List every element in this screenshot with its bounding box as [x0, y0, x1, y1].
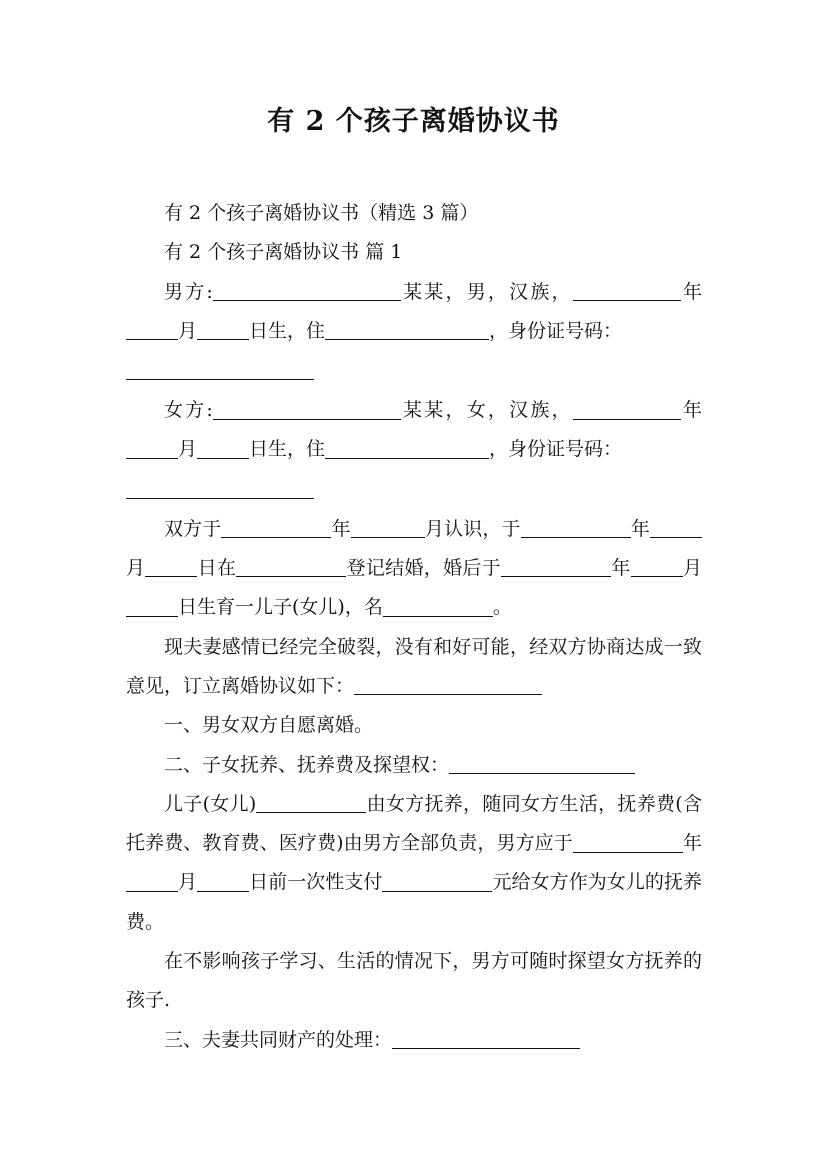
- male-id-label: ，身份证号码：: [489, 319, 623, 342]
- document-body: [126, 194, 702, 1060]
- custody-child-blank: [256, 793, 366, 813]
- custody-text-1: 儿子(女儿): [164, 792, 257, 815]
- male-day-live-label: 日生，住: [249, 319, 326, 342]
- met-text-7: 登记结婚，婚后于: [346, 557, 502, 580]
- female-text: 某某，女，汉族，: [400, 399, 573, 422]
- male-birth-day-blank: [197, 320, 249, 340]
- item-3-blank: [392, 1029, 580, 1049]
- male-month-label: 月: [178, 319, 198, 342]
- female-day-live-label: 日生，住: [249, 438, 326, 461]
- item-3-paragraph: [126, 1021, 702, 1060]
- item-2-blank: [449, 754, 635, 774]
- male-party-paragraph: [126, 273, 702, 352]
- custody-text-5: 日前一次性支付: [249, 871, 383, 894]
- custody-year-blank: [573, 833, 683, 853]
- child-name-blank: [383, 597, 493, 617]
- item-3-text: 三、夫妻共同财产的处理：: [164, 1028, 393, 1051]
- item-1-paragraph: [126, 706, 702, 745]
- female-birth-year-blank: [573, 400, 681, 420]
- met-text-4: 年: [630, 517, 650, 540]
- subtitle-text: 有 2 个孩子离婚协议书（精选 3 篇）: [164, 202, 479, 224]
- met-year-blank: [221, 518, 331, 538]
- custody-text-4: 月: [178, 871, 198, 894]
- female-address-blank: [325, 439, 489, 459]
- item-2-text: 二、子女抚养、抚养费及探望权：: [164, 753, 450, 776]
- male-text: 某某，男，汉族，: [400, 280, 573, 303]
- met-month-blank: [351, 518, 425, 538]
- met-text-8: 年: [611, 557, 631, 580]
- male-birth-year-blank: [573, 281, 681, 301]
- custody-amount-blank: [382, 872, 492, 892]
- custody-month-blank: [126, 872, 178, 892]
- male-birth-month-blank: [126, 320, 178, 340]
- female-birth-month-blank: [126, 439, 178, 459]
- male-year-label: 年: [680, 280, 702, 303]
- birth-month-blank: [631, 557, 683, 577]
- item-1-text: 一、男女双方自愿离婚。: [164, 714, 374, 737]
- met-text-6: 日在: [197, 557, 237, 580]
- male-id-blank: [126, 351, 314, 380]
- register-month-blank: [650, 518, 702, 538]
- met-text-10: 日生育一儿子(女儿)，名: [178, 596, 383, 619]
- register-place-blank: [236, 557, 346, 577]
- section-heading-text: 有 2 个孩子离婚协议书 篇 1: [164, 241, 403, 264]
- birth-year-blank: [501, 557, 611, 577]
- female-month-label: 月: [178, 438, 198, 461]
- custody-text-3: 年: [682, 832, 702, 855]
- female-label: 女方:: [164, 399, 213, 422]
- marriage-paragraph: [126, 510, 702, 628]
- male-name-blank: [213, 281, 401, 301]
- female-name-blank: [213, 400, 401, 420]
- document-title: 有 2 个孩子离婚协议书: [267, 106, 560, 137]
- subtitle-paragraph: [126, 194, 702, 233]
- visit-paragraph: [126, 942, 702, 1021]
- met-text-5: 月: [126, 557, 146, 580]
- met-text-3: 月认识，于: [424, 517, 521, 540]
- female-id-label: ，身份证号码：: [489, 438, 623, 461]
- male-label: 男方:: [164, 280, 213, 303]
- female-birth-day-blank: [197, 439, 249, 459]
- female-year-label: 年: [680, 399, 702, 422]
- met-end: 。: [492, 596, 512, 619]
- custody-text-2: 由女方抚养，随同女方生活，抚养费(含托养费、教育费、医疗费)由男方全部负责，男方应于: [126, 792, 702, 855]
- register-day-blank: [145, 557, 197, 577]
- custody-paragraph: [126, 785, 702, 942]
- birth-day-blank: [126, 597, 178, 617]
- relation-blank: [354, 675, 542, 695]
- relation-text: 现夫妻感情已经完全破裂，没有和好可能，经双方协商达成一致意见，订立离婚协议如下：: [126, 635, 702, 697]
- custody-day-blank: [197, 872, 249, 892]
- male-address-blank: [325, 320, 489, 340]
- visit-text: 在不影响孩子学习、生活的情况下，男方可随时探望女方抚养的孩子.: [126, 950, 702, 1012]
- item-2-paragraph: [126, 746, 702, 785]
- register-year-blank: [521, 518, 631, 538]
- relation-paragraph: [126, 628, 702, 707]
- custody-text-6: 元给女方作为女儿的抚养费。: [126, 871, 702, 933]
- met-text-1: 双方于: [164, 517, 222, 540]
- section-heading: [126, 233, 702, 272]
- female-id-blank: [126, 470, 314, 499]
- met-text-9: 月: [682, 557, 702, 580]
- met-text-2: 年: [331, 517, 351, 540]
- female-party-paragraph: [126, 391, 702, 470]
